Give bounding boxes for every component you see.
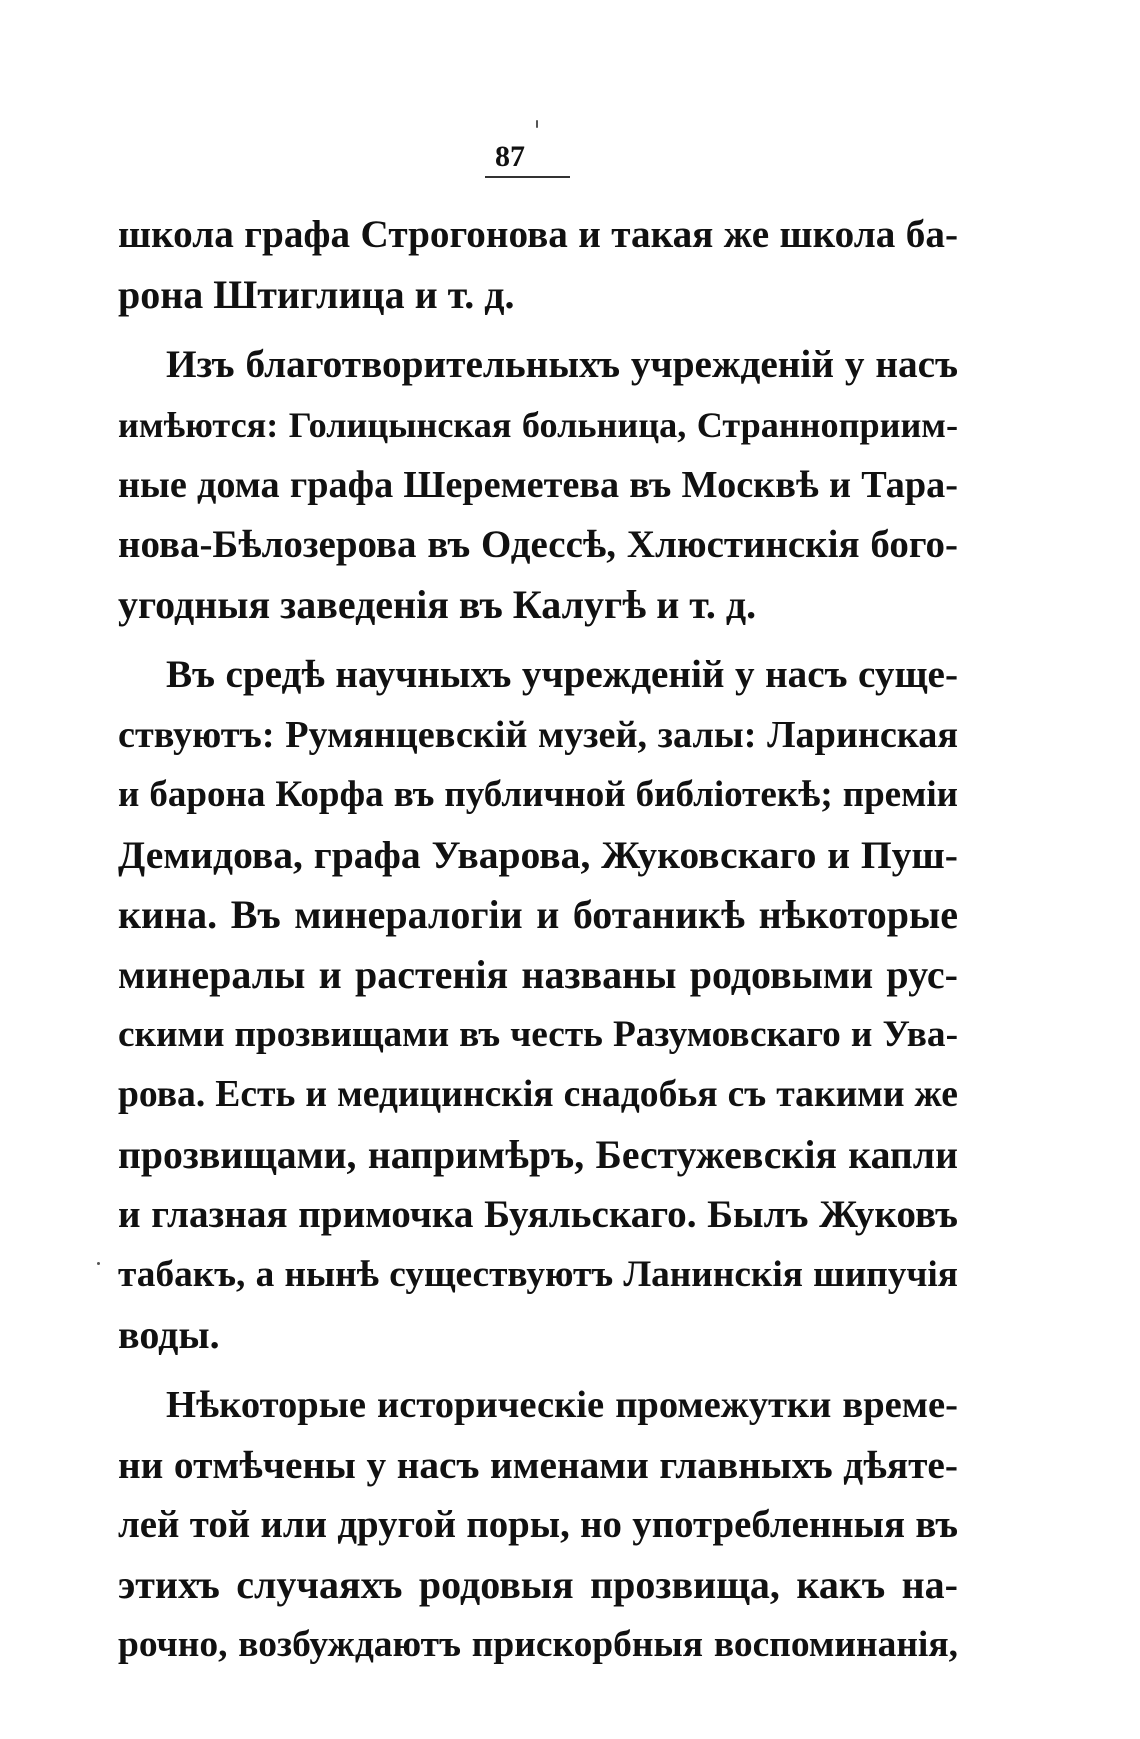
text-line: воды. bbox=[118, 1312, 220, 1357]
text-line: лей той или другой поры, но употребленныя въ bbox=[118, 1503, 958, 1546]
text-line: ствуютъ: Румянцевскій музей, залы: Ларинская bbox=[118, 714, 958, 756]
text-line: и барона Корфа въ публичной библіотекѣ; преміи bbox=[118, 774, 958, 815]
paragraph bbox=[118, 645, 958, 1365]
text-line: Изъ благотворительныхъ учрежденій у насъ bbox=[166, 343, 958, 386]
page-number: 87 bbox=[495, 140, 525, 173]
paragraph bbox=[118, 205, 958, 325]
text-line: имѣются: Голицынская больница, Странноприим- bbox=[118, 405, 958, 445]
text-line: рочно, возбуждаютъ прискорбныя воспоминанія, bbox=[118, 1624, 958, 1665]
paragraph bbox=[118, 335, 958, 635]
text-line: Нѣкоторые историческіе промежутки време- bbox=[166, 1384, 958, 1426]
text-line: рова. Есть и медицинскія снадобья съ такими же bbox=[118, 1074, 958, 1115]
text-line: рона Штиглица и т. д. bbox=[118, 272, 515, 317]
paragraph bbox=[118, 1375, 958, 1675]
text-line: угодныя заведенія въ Калугѣ и т. д. bbox=[118, 582, 757, 627]
page-number-rule bbox=[485, 176, 570, 178]
text-line: кина. Въ минералогіи и ботаникѣ нѣкоторые bbox=[118, 892, 958, 937]
text-line: школа графа Строгонова и такая же школа ба- bbox=[118, 213, 958, 256]
scan-speck bbox=[97, 1262, 100, 1265]
text-line: нова-Бѣлозерова въ Одессѣ, Хлюстинскія бого- bbox=[118, 523, 958, 566]
text-line: табакъ, а нынѣ существуютъ Ланинскія шипучія bbox=[118, 1254, 958, 1295]
scan-speck bbox=[536, 120, 538, 128]
text-line: минералы и растенія названы родовыми рус- bbox=[118, 952, 958, 997]
text-line: ные дома графа Шереметева въ Москвѣ и Тара- bbox=[118, 464, 958, 506]
text-line: Демидова, графа Уварова, Жуковскаго и Пуш- bbox=[118, 833, 958, 877]
text-line: этихъ случаяхъ родовыя прозвища, какъ на- bbox=[118, 1562, 958, 1607]
body-text bbox=[118, 205, 958, 1675]
text-line: ни отмѣчены у насъ именами главныхъ дѣяте- bbox=[118, 1443, 958, 1487]
text-line: прозвищами, напримѣръ, Бестужевскія капли bbox=[118, 1133, 958, 1177]
text-line: Въ средѣ научныхъ учрежденій у насъ суще- bbox=[166, 653, 958, 696]
text-line: и глазная примочка Буяльскаго. Былъ Жуковъ bbox=[118, 1193, 958, 1236]
text-line: скими прозвищами въ честь Разумовскаго и Ува- bbox=[118, 1014, 958, 1055]
